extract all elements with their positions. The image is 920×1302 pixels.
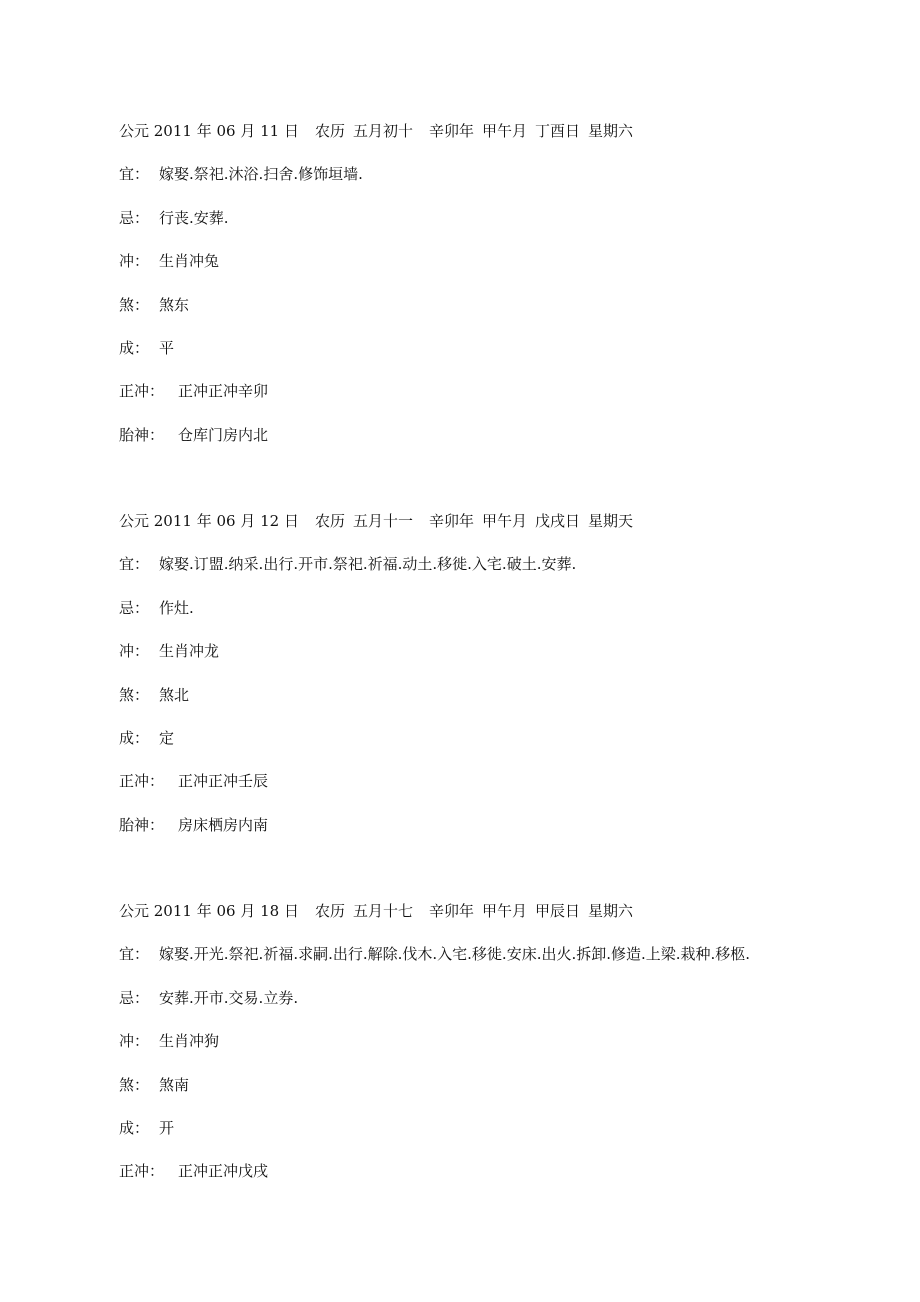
day-ganzhi: 丁酉日 bbox=[535, 122, 581, 140]
ji-row bbox=[119, 207, 899, 250]
chong-value: 生肖冲兔 bbox=[159, 252, 220, 271]
sha-row bbox=[119, 294, 899, 337]
cheng-label: 成： bbox=[119, 338, 150, 357]
month-ganzhi: 甲午月 bbox=[482, 122, 528, 140]
chong-value: 生肖冲龙 bbox=[159, 642, 220, 661]
gregorian-date: 公元 2011 年 06 月 12 日 bbox=[119, 512, 299, 530]
zhengchong-row bbox=[119, 770, 899, 813]
month-ganzhi: 甲午月 bbox=[482, 902, 528, 920]
almanac-entry bbox=[119, 900, 899, 1204]
cheng-row bbox=[119, 727, 899, 770]
year-ganzhi: 辛卯年 bbox=[429, 512, 475, 530]
lunar-date: 五月初十 bbox=[352, 122, 413, 140]
yi-row bbox=[119, 163, 899, 206]
lunar-label: 农历 bbox=[314, 902, 345, 920]
cheng-row bbox=[119, 1117, 899, 1160]
month-ganzhi: 甲午月 bbox=[482, 512, 528, 530]
almanac-entry bbox=[119, 510, 899, 857]
cheng-value: 定 bbox=[159, 728, 175, 747]
chong-label: 冲： bbox=[119, 252, 150, 271]
sha-label: 煞： bbox=[119, 295, 150, 314]
chong-row bbox=[119, 250, 899, 293]
cheng-value: 开 bbox=[159, 1118, 175, 1137]
zhengchong-label: 正冲： bbox=[119, 382, 165, 401]
yi-row bbox=[119, 943, 899, 986]
yi-label: 宜： bbox=[119, 165, 150, 184]
yi-value: 嫁娶.订盟.纳采.出行.开市.祭祀.祈福.动土.移徙.入宅.破土.安葬. bbox=[159, 555, 577, 574]
sha-value: 煞东 bbox=[159, 295, 190, 314]
ji-row bbox=[119, 597, 899, 640]
date-header bbox=[119, 120, 899, 163]
cheng-label: 成： bbox=[119, 1118, 150, 1137]
cheng-row bbox=[119, 337, 899, 380]
chong-label: 冲： bbox=[119, 1032, 150, 1051]
weekday: 星期天 bbox=[588, 512, 634, 530]
zhengchong-value: 正冲正冲辛卯 bbox=[178, 382, 269, 401]
zhengchong-row bbox=[119, 380, 899, 423]
sha-label: 煞： bbox=[119, 685, 150, 704]
almanac-entry bbox=[119, 120, 899, 467]
chong-row bbox=[119, 640, 899, 683]
ji-value: 行丧.安葬. bbox=[159, 208, 229, 227]
sha-row bbox=[119, 684, 899, 727]
taishen-label: 胎神： bbox=[119, 815, 165, 834]
ji-value: 作灶. bbox=[159, 598, 194, 617]
lunar-date: 五月十一 bbox=[352, 512, 413, 530]
zhengchong-value: 正冲正冲戊戌 bbox=[178, 1162, 269, 1181]
lunar-label: 农历 bbox=[314, 512, 345, 530]
yi-row bbox=[119, 553, 899, 596]
chong-value: 生肖冲狗 bbox=[159, 1032, 220, 1051]
date-header bbox=[119, 900, 899, 943]
cheng-value: 平 bbox=[159, 338, 175, 357]
year-ganzhi: 辛卯年 bbox=[429, 902, 475, 920]
zhengchong-row bbox=[119, 1160, 899, 1203]
ji-row bbox=[119, 987, 899, 1030]
date-header bbox=[119, 510, 899, 553]
sha-value: 煞南 bbox=[159, 1075, 190, 1094]
sha-label: 煞： bbox=[119, 1075, 150, 1094]
weekday: 星期六 bbox=[588, 902, 634, 920]
day-ganzhi: 甲辰日 bbox=[535, 902, 581, 920]
year-ganzhi: 辛卯年 bbox=[429, 122, 475, 140]
sha-value: 煞北 bbox=[159, 685, 190, 704]
yi-value: 嫁娶.祭祀.沐浴.扫舍.修饰垣墙. bbox=[159, 165, 363, 184]
taishen-label: 胎神： bbox=[119, 425, 165, 444]
ji-value: 安葬.开市.交易.立券. bbox=[159, 988, 299, 1007]
taishen-value: 仓库门房内北 bbox=[178, 425, 269, 444]
taishen-row bbox=[119, 814, 899, 857]
chong-label: 冲： bbox=[119, 642, 150, 661]
cheng-label: 成： bbox=[119, 728, 150, 747]
lunar-date: 五月十七 bbox=[352, 902, 413, 920]
zhengchong-label: 正冲： bbox=[119, 1162, 165, 1181]
ji-label: 忌： bbox=[119, 988, 150, 1007]
gregorian-date: 公元 2011 年 06 月 18 日 bbox=[119, 902, 299, 920]
taishen-row bbox=[119, 424, 899, 467]
zhengchong-value: 正冲正冲壬辰 bbox=[178, 772, 269, 791]
gregorian-date: 公元 2011 年 06 月 11 日 bbox=[119, 122, 299, 140]
day-ganzhi: 戊戌日 bbox=[535, 512, 581, 530]
weekday: 星期六 bbox=[588, 122, 634, 140]
taishen-value: 房床栖房内南 bbox=[178, 815, 269, 834]
sha-row bbox=[119, 1074, 899, 1117]
lunar-label: 农历 bbox=[314, 122, 345, 140]
yi-label: 宜： bbox=[119, 945, 150, 964]
ji-label: 忌： bbox=[119, 208, 150, 227]
yi-label: 宜： bbox=[119, 555, 150, 574]
yi-value: 嫁娶.开光.祭祀.祈福.求嗣.出行.解除.伐木.入宅.移徙.安床.出火.拆卸.修造.上梁.栽种.移柩. bbox=[159, 945, 751, 964]
ji-label: 忌： bbox=[119, 598, 150, 617]
zhengchong-label: 正冲： bbox=[119, 772, 165, 791]
chong-row bbox=[119, 1030, 899, 1073]
